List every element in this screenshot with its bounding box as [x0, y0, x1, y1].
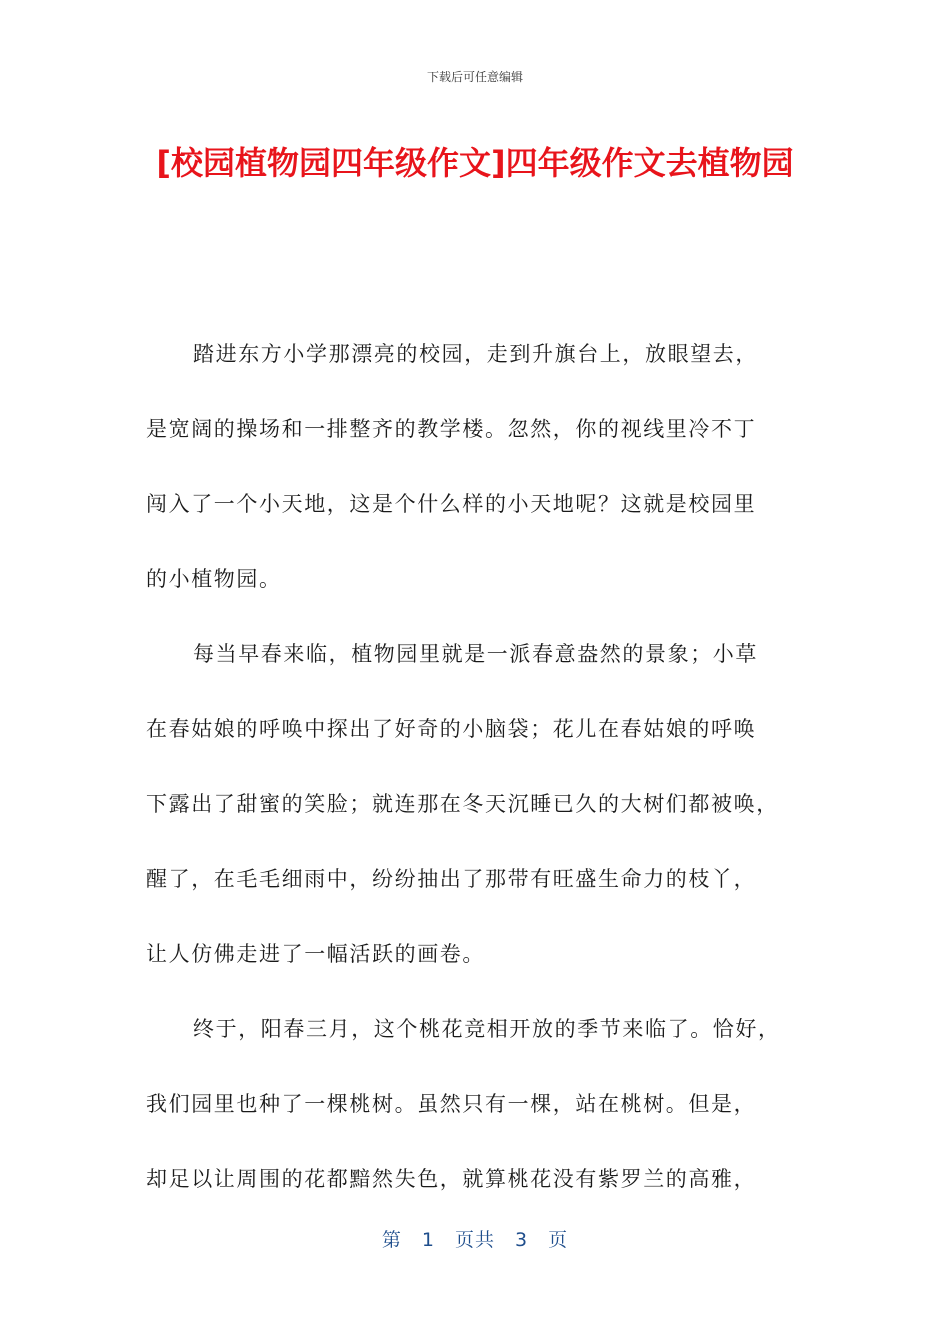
paragraph-line: 在春姑娘的呼唤中探出了好奇的小脑袋；花儿在春姑娘的呼唤 — [146, 717, 757, 741]
paragraph-line: 踏进东方小学那漂亮的校园，走到升旗台上，放眼望去， — [193, 342, 758, 366]
paragraph-line: 却足以让周围的花都黯然失色，就算桃花没有紫罗兰的高雅， — [146, 1167, 757, 1191]
paragraph-line: 下露出了甜蜜的笑脸；就连那在冬天沉睡已久的大树们都被唤， — [146, 792, 779, 816]
document-body — [146, 317, 806, 1217]
page-label-prefix: 第 — [381, 1229, 402, 1251]
document-title: [校园植物园四年级作文]四年级作文去植物园 — [156, 144, 794, 182]
paragraph-line: 让人仿佛走进了一幅活跃的画卷。 — [146, 942, 485, 966]
paragraph-line: 醒了，在毛毛细雨中，纷纷抽出了那带有旺盛生命力的枝丫， — [146, 867, 757, 891]
paragraph-3 — [146, 992, 806, 1217]
paragraph-line: 的小植物园。 — [146, 567, 282, 591]
header-note: 下载后可任意编辑 — [426, 70, 523, 84]
page-number-current: 1 — [421, 1229, 435, 1251]
page-number-total: 3 — [515, 1229, 529, 1251]
page-footer — [0, 1225, 950, 1252]
paragraph-line: 每当早春来临，植物园里就是一派春意盎然的景象；小草 — [193, 642, 758, 666]
paragraph-2 — [146, 617, 806, 992]
paragraph-1 — [146, 317, 806, 617]
page-label-suffix: 页 — [548, 1229, 569, 1251]
page-label-middle: 页共 — [454, 1229, 495, 1251]
paragraph-line: 闯入了一个小天地，这是个什么样的小天地呢？这就是校园里 — [146, 492, 757, 516]
paragraph-line: 终于，阳春三月，这个桃花竞相开放的季节来临了。恰好， — [193, 1017, 781, 1041]
paragraph-line: 我们园里也种了一棵桃树。虽然只有一棵，站在桃树。但是， — [146, 1092, 757, 1116]
paragraph-line: 是宽阔的操场和一排整齐的教学楼。忽然，你的视线里冷不丁 — [146, 417, 757, 441]
